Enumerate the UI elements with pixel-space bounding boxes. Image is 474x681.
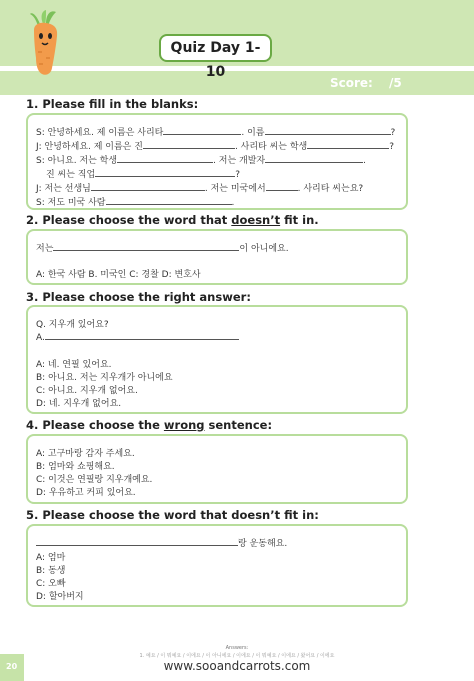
q1-blank[interactable] bbox=[91, 182, 205, 191]
q3-blank[interactable] bbox=[45, 331, 239, 340]
q1-line-1-text-a: S: 안녕하세요. 제 이름은 사리타 bbox=[36, 128, 164, 138]
q1-blank[interactable] bbox=[266, 182, 298, 191]
page-title: Quiz Day 1-10 bbox=[170, 40, 261, 80]
q5-prompt-post: 랑 운동해요. bbox=[238, 539, 288, 549]
q4-heading-pre: 4. Please choose the bbox=[26, 418, 164, 432]
q2-blank[interactable] bbox=[53, 242, 239, 251]
q3-option-c[interactable]: C: 아니요. 지우개 없어요. bbox=[36, 386, 138, 396]
q1-blank[interactable] bbox=[163, 126, 241, 135]
q5-option-c[interactable]: C: 오빠 bbox=[36, 579, 66, 589]
carrot-mascot-icon bbox=[26, 10, 66, 80]
q1-line-5-text-b: . 저는 미국에서 bbox=[204, 184, 266, 194]
q1-line-3 bbox=[36, 153, 366, 166]
q1-line-6-text-a: S: 저도 미국 사람 bbox=[36, 198, 106, 208]
website-link[interactable]: www.sooandcarrots.com bbox=[163, 659, 311, 673]
q3-answer-box bbox=[26, 305, 408, 414]
q1-line-3-text-b: . 저는 개발자 bbox=[213, 156, 266, 166]
q1-line-6-text-c: . bbox=[231, 198, 235, 208]
q2-options: A: 한국 사람 B. 미국인 C: 경찰 D: 변호사 bbox=[36, 270, 201, 280]
score-max: /5 bbox=[389, 76, 402, 90]
q2-prompt bbox=[36, 241, 289, 254]
q5-answer-box bbox=[26, 524, 408, 607]
q3-option-b[interactable]: B: 아니요. 저는 지우개가 아니에요 bbox=[36, 373, 173, 383]
q4-option-c[interactable]: C: 이것은 연필랑 지우개예요. bbox=[36, 475, 153, 485]
q3-heading: 3. Please choose the right answer: bbox=[26, 290, 251, 304]
q4-heading-underlined: wrong bbox=[163, 418, 205, 432]
q5-heading: 5. Please choose the word that doesn’t fit in: bbox=[26, 508, 319, 522]
q3-answer-line bbox=[36, 331, 239, 343]
q1-line-1-text-b: . 이름 bbox=[241, 128, 265, 138]
q5-option-d[interactable]: D: 할아버지 bbox=[36, 592, 84, 602]
q1-line-3-text-a: S: 아니요. 저는 학생 bbox=[36, 156, 118, 166]
q3-option-d[interactable]: D: 네. 지우개 없어요. bbox=[36, 399, 122, 409]
score-label: Score: bbox=[330, 76, 373, 90]
q5-option-b[interactable]: B: 동생 bbox=[36, 566, 66, 576]
q1-line-2 bbox=[36, 139, 394, 152]
q1-answer-box bbox=[26, 113, 408, 210]
q1-line-2-text-c: ? bbox=[389, 142, 395, 152]
q1-line-6 bbox=[36, 195, 234, 208]
q1-line-2-text-b: . 사리타 씨는 학생 bbox=[234, 142, 308, 152]
q1-blank[interactable] bbox=[106, 196, 232, 205]
q1-blank[interactable] bbox=[265, 126, 391, 135]
q2-heading bbox=[26, 213, 319, 227]
q5-prompt bbox=[36, 536, 287, 549]
q4-heading-post: sentence: bbox=[204, 418, 273, 432]
q1-line-5-text-c: . 사리타 씨는요? bbox=[297, 184, 364, 194]
q2-heading-underlined: doesn’t bbox=[231, 213, 281, 227]
q1-heading: 1. Please fill in the blanks: bbox=[26, 97, 199, 111]
q5-option-a[interactable]: A: 엄마 bbox=[36, 553, 66, 563]
q4-option-a[interactable]: A: 고구마랑 감자 주세요. bbox=[36, 449, 135, 459]
q2-answer-box bbox=[26, 229, 408, 285]
q1-line-2-text-a: J: 안녕하세요. 제 이름은 진 bbox=[36, 142, 143, 152]
answers-list: 1. 예요 / 이 뭐예요 / 이에요 / 이 아니에요 / 이에요 / 이 뭐예요 / 이에요 / 왔어요 / 이에요 bbox=[139, 653, 335, 659]
q1-line-3-text-c: . bbox=[363, 156, 366, 166]
q2-prompt-pre: 저는 bbox=[36, 244, 54, 254]
q4-answer-box bbox=[26, 434, 408, 504]
q4-heading bbox=[26, 418, 272, 432]
q1-blank[interactable] bbox=[117, 154, 213, 163]
q1-blank[interactable] bbox=[307, 140, 389, 149]
q1-line-1 bbox=[36, 125, 395, 138]
q1-line-5 bbox=[36, 181, 363, 194]
q2-heading-pre: 2. Please choose the word that bbox=[26, 213, 232, 227]
q1-line-5-text-a: J: 저는 선생님 bbox=[36, 184, 91, 194]
q1-blank[interactable] bbox=[143, 140, 235, 149]
q4-option-b[interactable]: B: 엄마와 쇼핑해요. bbox=[36, 462, 115, 472]
q1-line-1-text-c: ? bbox=[390, 128, 396, 138]
q2-heading-post: fit in. bbox=[280, 213, 319, 227]
q1-line-4-text-c: ? bbox=[235, 170, 240, 180]
q1-blank[interactable] bbox=[265, 154, 363, 163]
q4-option-d[interactable]: D: 우유하고 커피 있어요. bbox=[36, 488, 136, 498]
q3-option-a[interactable]: A: 네. 연필 있어요. bbox=[36, 360, 112, 370]
q2-prompt-post: 이 아니에요. bbox=[239, 244, 289, 254]
q3-answer-label: A. bbox=[36, 333, 45, 343]
quiz-title-box bbox=[159, 34, 272, 80]
q1-blank[interactable] bbox=[95, 168, 235, 177]
q3-question: Q. 지우개 있어요? bbox=[36, 320, 109, 330]
answers-label: Answers: bbox=[225, 645, 249, 651]
q1-line-4-text-a: 진 씨는 직업 bbox=[46, 170, 96, 180]
q1-line-4 bbox=[46, 167, 240, 180]
q5-blank[interactable] bbox=[36, 537, 238, 546]
page-number: 20 bbox=[6, 662, 18, 671]
